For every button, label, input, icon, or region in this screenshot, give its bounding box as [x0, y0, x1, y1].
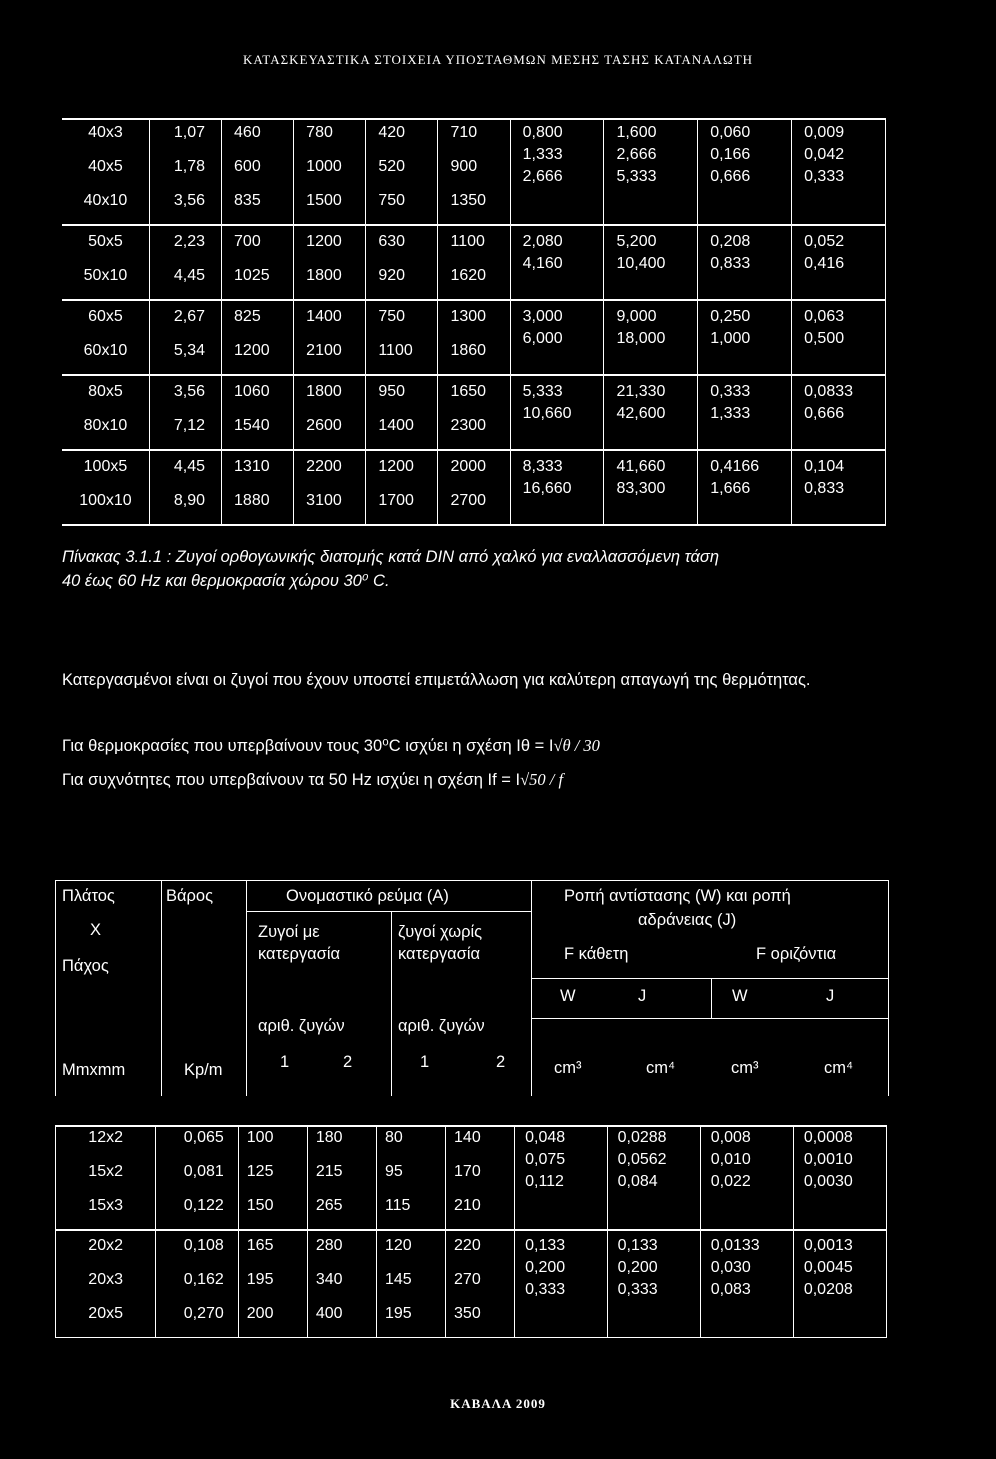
header-weight: Βάρος [166, 887, 214, 905]
table1-cell: 1060 [222, 375, 294, 415]
table1-stacked-value: 6,000 [522, 330, 563, 347]
caption-line-2: 40 έως 60 Hz και θερμοκρασία χώρου 30⁰ C. [62, 572, 390, 590]
busbar-table-2 [55, 1125, 887, 1338]
table1-stacked-cell [698, 225, 792, 300]
table1-stacked-value: 5,333 [522, 383, 563, 400]
table1-cell: 600 [222, 156, 294, 190]
table2-cell: 210 [446, 1195, 515, 1230]
header-thickness: Πάχος [62, 957, 109, 975]
table1-stacked-cell [698, 450, 792, 525]
table2-stacked-value: 0,112 [525, 1173, 564, 1190]
table2-stacked-value: 0,333 [617, 1281, 658, 1298]
divider [161, 881, 162, 1096]
table1-stacked-value: 0,500 [804, 330, 845, 347]
table1-stacked-value: 0,009 [804, 124, 845, 141]
table1-stacked-value: 2,666 [616, 146, 657, 163]
table2-cell: 20x5 [88, 1305, 123, 1322]
divider [391, 911, 392, 1096]
table1-cell: 460 [222, 119, 294, 156]
table2-stacked-cell [515, 1126, 608, 1230]
table1-stacked-cell [604, 119, 698, 225]
table1-cell: 700 [222, 225, 294, 265]
header-n2b: 2 [496, 1053, 506, 1071]
table2-cell: 12x2 [88, 1129, 123, 1146]
temperature-text: Για θερμοκρασίες που υπερβαίνουν τους 30⁰C ισχύει η σχέση Ιθ = Ι [62, 737, 554, 755]
table2-stacked-value: 0,133 [617, 1237, 658, 1254]
table1-cell: 1100 [366, 340, 438, 375]
table1-cell: 1400 [366, 415, 438, 450]
table2-stacked-value: 0,008 [710, 1129, 751, 1146]
table2-stacked-value: 0,133 [525, 1237, 566, 1254]
table2-stacked-value: 0,084 [617, 1173, 658, 1190]
table2-stacked-value: 0,0030 [803, 1173, 853, 1190]
table2-cell: 15x2 [88, 1163, 123, 1180]
table2-row [56, 1230, 887, 1269]
table1-stacked-value: 0,4166 [710, 458, 760, 475]
table1-stacked-value: 1,333 [710, 405, 751, 422]
table1-cell: 50x10 [83, 267, 128, 284]
header-n2a: 2 [343, 1053, 353, 1071]
table1-cell: 40x10 [83, 192, 128, 209]
table1-stacked-value: 0,833 [710, 255, 751, 272]
table1-cell: 2,23 [149, 225, 221, 265]
page-footer: ΚΑΒΑΛΑ 2009 [450, 1396, 546, 1411]
table1-cell: 1700 [366, 490, 438, 525]
table2-stacked-cell [700, 1126, 793, 1230]
table2-cell: 180 [307, 1126, 376, 1161]
table1-cell: 1400 [294, 300, 366, 340]
table1-stacked-value: 18,000 [616, 330, 666, 347]
table1-stacked-value: 0,0833 [804, 383, 854, 400]
table1-stacked-cell [698, 119, 792, 225]
table1-cell: 630 [366, 225, 438, 265]
table2-cell: 20x3 [88, 1271, 123, 1288]
table1-stacked-value: 1,000 [710, 330, 751, 347]
table2-cell: 15x3 [88, 1197, 123, 1214]
table1-stacked-value: 0,042 [804, 146, 845, 163]
header-f-vertical: F κάθετη [564, 945, 629, 963]
table2-cell: 200 [238, 1303, 307, 1338]
table2-cell: 0,270 [156, 1303, 238, 1338]
table1-cell: 1500 [294, 190, 366, 225]
divider [531, 978, 888, 979]
header-j2: J [826, 987, 835, 1005]
table2-stacked-cell [700, 1230, 793, 1338]
table2-stacked-cell [515, 1230, 608, 1338]
table2-stacked-value: 0,0288 [617, 1129, 667, 1146]
table1-cell: 900 [438, 156, 510, 190]
table1-stacked-value: 2,666 [522, 168, 563, 185]
table1-stacked-value: 0,166 [710, 146, 751, 163]
table2-cell: 350 [446, 1303, 515, 1338]
table1-cell: 520 [366, 156, 438, 190]
table2-stacked-value: 0,0008 [803, 1129, 853, 1146]
table1-cell: 1800 [294, 265, 366, 300]
table2-stacked-value: 0,048 [525, 1129, 566, 1146]
table2-cell: 0,081 [156, 1161, 238, 1195]
table2-stacked-value: 0,022 [710, 1173, 751, 1190]
table1-stacked-cell [510, 119, 604, 225]
table1-cell: 2000 [438, 450, 510, 490]
header-unit-1: cm³ [554, 1059, 582, 1077]
table2-cell: 400 [307, 1303, 376, 1338]
table2-stacked-value: 0,083 [710, 1281, 751, 1298]
table1-stacked-value: 0,833 [804, 480, 845, 497]
table1-stacked-cell [604, 225, 698, 300]
table1-cell: 60x10 [83, 342, 128, 359]
table-caption [62, 545, 942, 593]
header-with-processing-2: κατεργασία [258, 945, 341, 963]
table1-stacked-cell [792, 119, 886, 225]
table2-cell: 125 [238, 1161, 307, 1195]
table1-stacked-cell [510, 375, 604, 450]
table1-cell: 750 [366, 300, 438, 340]
table1-cell: 1,78 [149, 156, 221, 190]
caption-line-1: Πίνακας 3.1.1 : Ζυγοί ορθογωνικής διατομής κατά DIN από χαλκό για εναλλασσόμενη τάση [62, 548, 720, 566]
table2-stacked-cell [793, 1126, 886, 1230]
table2-cell: 280 [307, 1230, 376, 1269]
table2-stacked-value: 0,333 [525, 1281, 566, 1298]
table2-cell: 0,162 [156, 1269, 238, 1303]
table2-stacked-value: 0,0208 [803, 1281, 853, 1298]
table1-row [62, 225, 886, 265]
paragraph-frequency [62, 768, 942, 792]
table1-cell: 5,34 [149, 340, 221, 375]
header-weight-unit: Kp/m [184, 1061, 223, 1079]
header-num-busbars-1: αριθ. ζυγών [258, 1017, 345, 1035]
frequency-text: Για συχνότητες που υπερβαίνουν τα 50 Hz ισχύει η σχέση If = Ι [62, 771, 521, 789]
temperature-formula: √θ / 30 [553, 736, 600, 755]
table1-cell: 825 [222, 300, 294, 340]
table1-stacked-value: 8,333 [522, 458, 563, 475]
table1-cell: 1620 [438, 265, 510, 300]
table1-stacked-value: 0,800 [522, 124, 563, 141]
table1-stacked-value: 0,063 [804, 308, 845, 325]
table1-cell: 1540 [222, 415, 294, 450]
table2-stacked-value: 0,0013 [803, 1237, 853, 1254]
table2-cell: 95 [376, 1161, 445, 1195]
table1-stacked-cell [792, 225, 886, 300]
table1-cell: 8,90 [149, 490, 221, 525]
table1-cell: 1100 [438, 225, 510, 265]
table1-row [62, 450, 886, 490]
table1-stacked-cell [510, 300, 604, 375]
table1-stacked-value: 0,104 [804, 458, 845, 475]
table1-cell: 3,56 [149, 375, 221, 415]
divider [531, 881, 532, 1096]
busbar-table-2-header [55, 880, 889, 1096]
table1-stacked-value: 1,333 [522, 146, 563, 163]
table1-stacked-cell [698, 300, 792, 375]
table2-cell: 0,065 [156, 1126, 238, 1161]
header-n1a: 1 [280, 1053, 290, 1071]
table1-stacked-value: 5,200 [616, 233, 657, 250]
table2-stacked-cell [607, 1230, 700, 1338]
table2-cell: 215 [307, 1161, 376, 1195]
table1-stacked-value: 0,666 [804, 405, 845, 422]
table1-cell: 420 [366, 119, 438, 156]
table1-stacked-value: 10,400 [616, 255, 666, 272]
table1-stacked-value: 16,660 [522, 480, 572, 497]
table1-cell: 2300 [438, 415, 510, 450]
header-num-busbars-2: αριθ. ζυγών [398, 1017, 485, 1035]
table1-cell: 2700 [438, 490, 510, 525]
table1-cell: 780 [294, 119, 366, 156]
table1-stacked-value: 0,208 [710, 233, 751, 250]
table1-cell: 60x5 [62, 300, 149, 340]
table1-stacked-value: 1,600 [616, 124, 657, 141]
table2-cell: 265 [307, 1195, 376, 1230]
table2-cell: 340 [307, 1269, 376, 1303]
table1-cell: 1000 [294, 156, 366, 190]
table1-stacked-cell [510, 450, 604, 525]
table2-stacked-cell [607, 1126, 700, 1230]
table2-stacked-value: 0,0010 [803, 1151, 853, 1168]
table1-cell: 1310 [222, 450, 294, 490]
header-moment-1: Ροπή αντίστασης (W) και ροπή [564, 887, 791, 905]
table1-cell: 1300 [438, 300, 510, 340]
table1-cell: 710 [438, 119, 510, 156]
divider [531, 1018, 888, 1019]
table1-cell: 950 [366, 375, 438, 415]
table2-cell: 115 [376, 1195, 445, 1230]
table1-cell: 1350 [438, 190, 510, 225]
table2-cell: 0,122 [156, 1195, 238, 1230]
table2-stacked-value: 0,075 [525, 1151, 566, 1168]
table1-stacked-value: 2,080 [522, 233, 563, 250]
header-w1: W [560, 987, 576, 1005]
header-unit-4: cm⁴ [824, 1059, 854, 1077]
table1-stacked-value: 0,333 [710, 383, 751, 400]
table2-cell: 150 [238, 1195, 307, 1230]
header-j1: J [638, 987, 647, 1005]
table1-stacked-cell [604, 375, 698, 450]
table1-stacked-cell [792, 450, 886, 525]
table1-stacked-value: 10,660 [522, 405, 572, 422]
table2-cell: 0,108 [156, 1230, 238, 1269]
table2-cell: 170 [446, 1161, 515, 1195]
paragraph-processed-busbars: Κατεργασμένοι είναι οι ζυγοί που έχουν υποστεί επιμετάλλωση για καλύτερη απαγωγή της θερμότητας. [62, 671, 811, 689]
divider [711, 978, 712, 1018]
table1-cell: 80x5 [62, 375, 149, 415]
table1-stacked-value: 4,160 [522, 255, 563, 272]
header-n1b: 1 [420, 1053, 430, 1071]
table1-cell: 1025 [222, 265, 294, 300]
table1-cell: 40x3 [88, 124, 123, 141]
header-rated-current: Ονομαστικό ρεύμα (Α) [286, 887, 449, 905]
table1-stacked-value: 0,052 [804, 233, 845, 250]
table2-cell: 195 [376, 1303, 445, 1338]
table1-cell: 1800 [294, 375, 366, 415]
table1-stacked-value: 0,666 [710, 168, 751, 185]
table2-cell: 80 [376, 1126, 445, 1161]
table1-cell: 50x5 [62, 225, 149, 265]
table1-stacked-value: 5,333 [616, 168, 657, 185]
header-x: Χ [90, 921, 102, 939]
table1-cell: 1200 [294, 225, 366, 265]
table2-cell: 220 [446, 1230, 515, 1269]
table1-cell: 80x10 [83, 417, 128, 434]
header-unit-3: cm³ [731, 1059, 759, 1077]
table1-row [62, 300, 886, 340]
table1-stacked-cell [792, 375, 886, 450]
table2-cell: 165 [238, 1230, 307, 1269]
table1-stacked-value: 41,660 [616, 458, 666, 475]
table1-stacked-cell [604, 450, 698, 525]
header-without-processing-1: ζυγοί χωρίς [398, 923, 483, 941]
header-without-processing-2: κατεργασία [398, 945, 481, 963]
header-unit-2: cm⁴ [646, 1059, 676, 1077]
table1-cell: 2600 [294, 415, 366, 450]
header-w2: W [732, 987, 748, 1005]
table1-cell: 2100 [294, 340, 366, 375]
table2-stacked-value: 0,030 [710, 1259, 751, 1276]
table1-cell: 100x10 [79, 492, 132, 509]
table1-cell: 1200 [222, 340, 294, 375]
table2-cell: 20x2 [56, 1230, 156, 1269]
header-width-unit: Mmxmm [62, 1061, 126, 1079]
table2-cell: 195 [238, 1269, 307, 1303]
table1-stacked-value: 1,666 [710, 480, 751, 497]
frequency-formula: √50 / f [520, 770, 564, 789]
table1-cell: 2,67 [149, 300, 221, 340]
table2-stacked-cell [793, 1230, 886, 1338]
table1-cell: 40x5 [88, 158, 123, 175]
divider [246, 881, 247, 1096]
table2-cell: 145 [376, 1269, 445, 1303]
table1-stacked-cell [792, 300, 886, 375]
header-moment-2: αδράνειας (J) [638, 911, 737, 929]
table1-cell: 3,56 [149, 190, 221, 225]
table1-stacked-value: 9,000 [616, 308, 657, 325]
table1-row [62, 375, 886, 415]
table1-stacked-value: 83,300 [616, 480, 666, 497]
table2-cell: 270 [446, 1269, 515, 1303]
table2-row [56, 1126, 887, 1161]
table2-stacked-value: 0,0045 [803, 1259, 853, 1276]
table1-cell: 1200 [366, 450, 438, 490]
table1-stacked-cell [510, 225, 604, 300]
table2-stacked-value: 0,200 [525, 1259, 566, 1276]
table2-cell: 100 [238, 1126, 307, 1161]
table1-stacked-cell [604, 300, 698, 375]
table1-cell: 835 [222, 190, 294, 225]
table1-cell: 7,12 [149, 415, 221, 450]
table1-cell: 1,07 [149, 119, 221, 156]
table1-stacked-value: 0,333 [804, 168, 845, 185]
table2-stacked-value: 0,200 [617, 1259, 658, 1276]
table1-cell: 4,45 [149, 450, 221, 490]
table1-stacked-value: 42,600 [616, 405, 666, 422]
table1-cell: 100x5 [62, 450, 149, 490]
header-f-horizontal: F οριζόντια [756, 945, 837, 963]
table1-stacked-value: 0,416 [804, 255, 845, 272]
table2-cell: 140 [446, 1126, 515, 1161]
table1-stacked-cell [698, 375, 792, 450]
table1-cell: 750 [366, 190, 438, 225]
table1-stacked-value: 0,060 [710, 124, 751, 141]
table1-stacked-value: 0,250 [710, 308, 751, 325]
table2-stacked-value: 0,0562 [617, 1151, 667, 1168]
table2-cell: 120 [376, 1230, 445, 1269]
table1-cell: 4,45 [149, 265, 221, 300]
busbar-table-1 [62, 118, 886, 526]
table1-cell: 1650 [438, 375, 510, 415]
table1-row [62, 119, 886, 156]
table1-stacked-value: 3,000 [522, 308, 563, 325]
paragraph-temperature [62, 734, 942, 758]
table1-stacked-value: 21,330 [616, 383, 666, 400]
header-width: Πλάτος [62, 887, 115, 905]
divider [246, 911, 531, 912]
table2-stacked-value: 0,010 [710, 1151, 751, 1168]
table1-cell: 1860 [438, 340, 510, 375]
page-header: ΚΑΤΑΣΚΕΥΑΣΤΙΚΑ ΣΤΟΙΧΕΙΑ ΥΠΟΣΤΑΘΜΩΝ ΜΕΣΗΣ ΤΑΣΗΣ ΚΑΤΑΝΑΛΩΤΗ [242, 52, 754, 67]
table1-cell: 920 [366, 265, 438, 300]
header-with-processing-1: Ζυγοί με [258, 923, 320, 941]
table1-cell: 1880 [222, 490, 294, 525]
table1-cell: 2200 [294, 450, 366, 490]
table2-stacked-value: 0,0133 [710, 1237, 760, 1254]
table1-cell: 3100 [294, 490, 366, 525]
